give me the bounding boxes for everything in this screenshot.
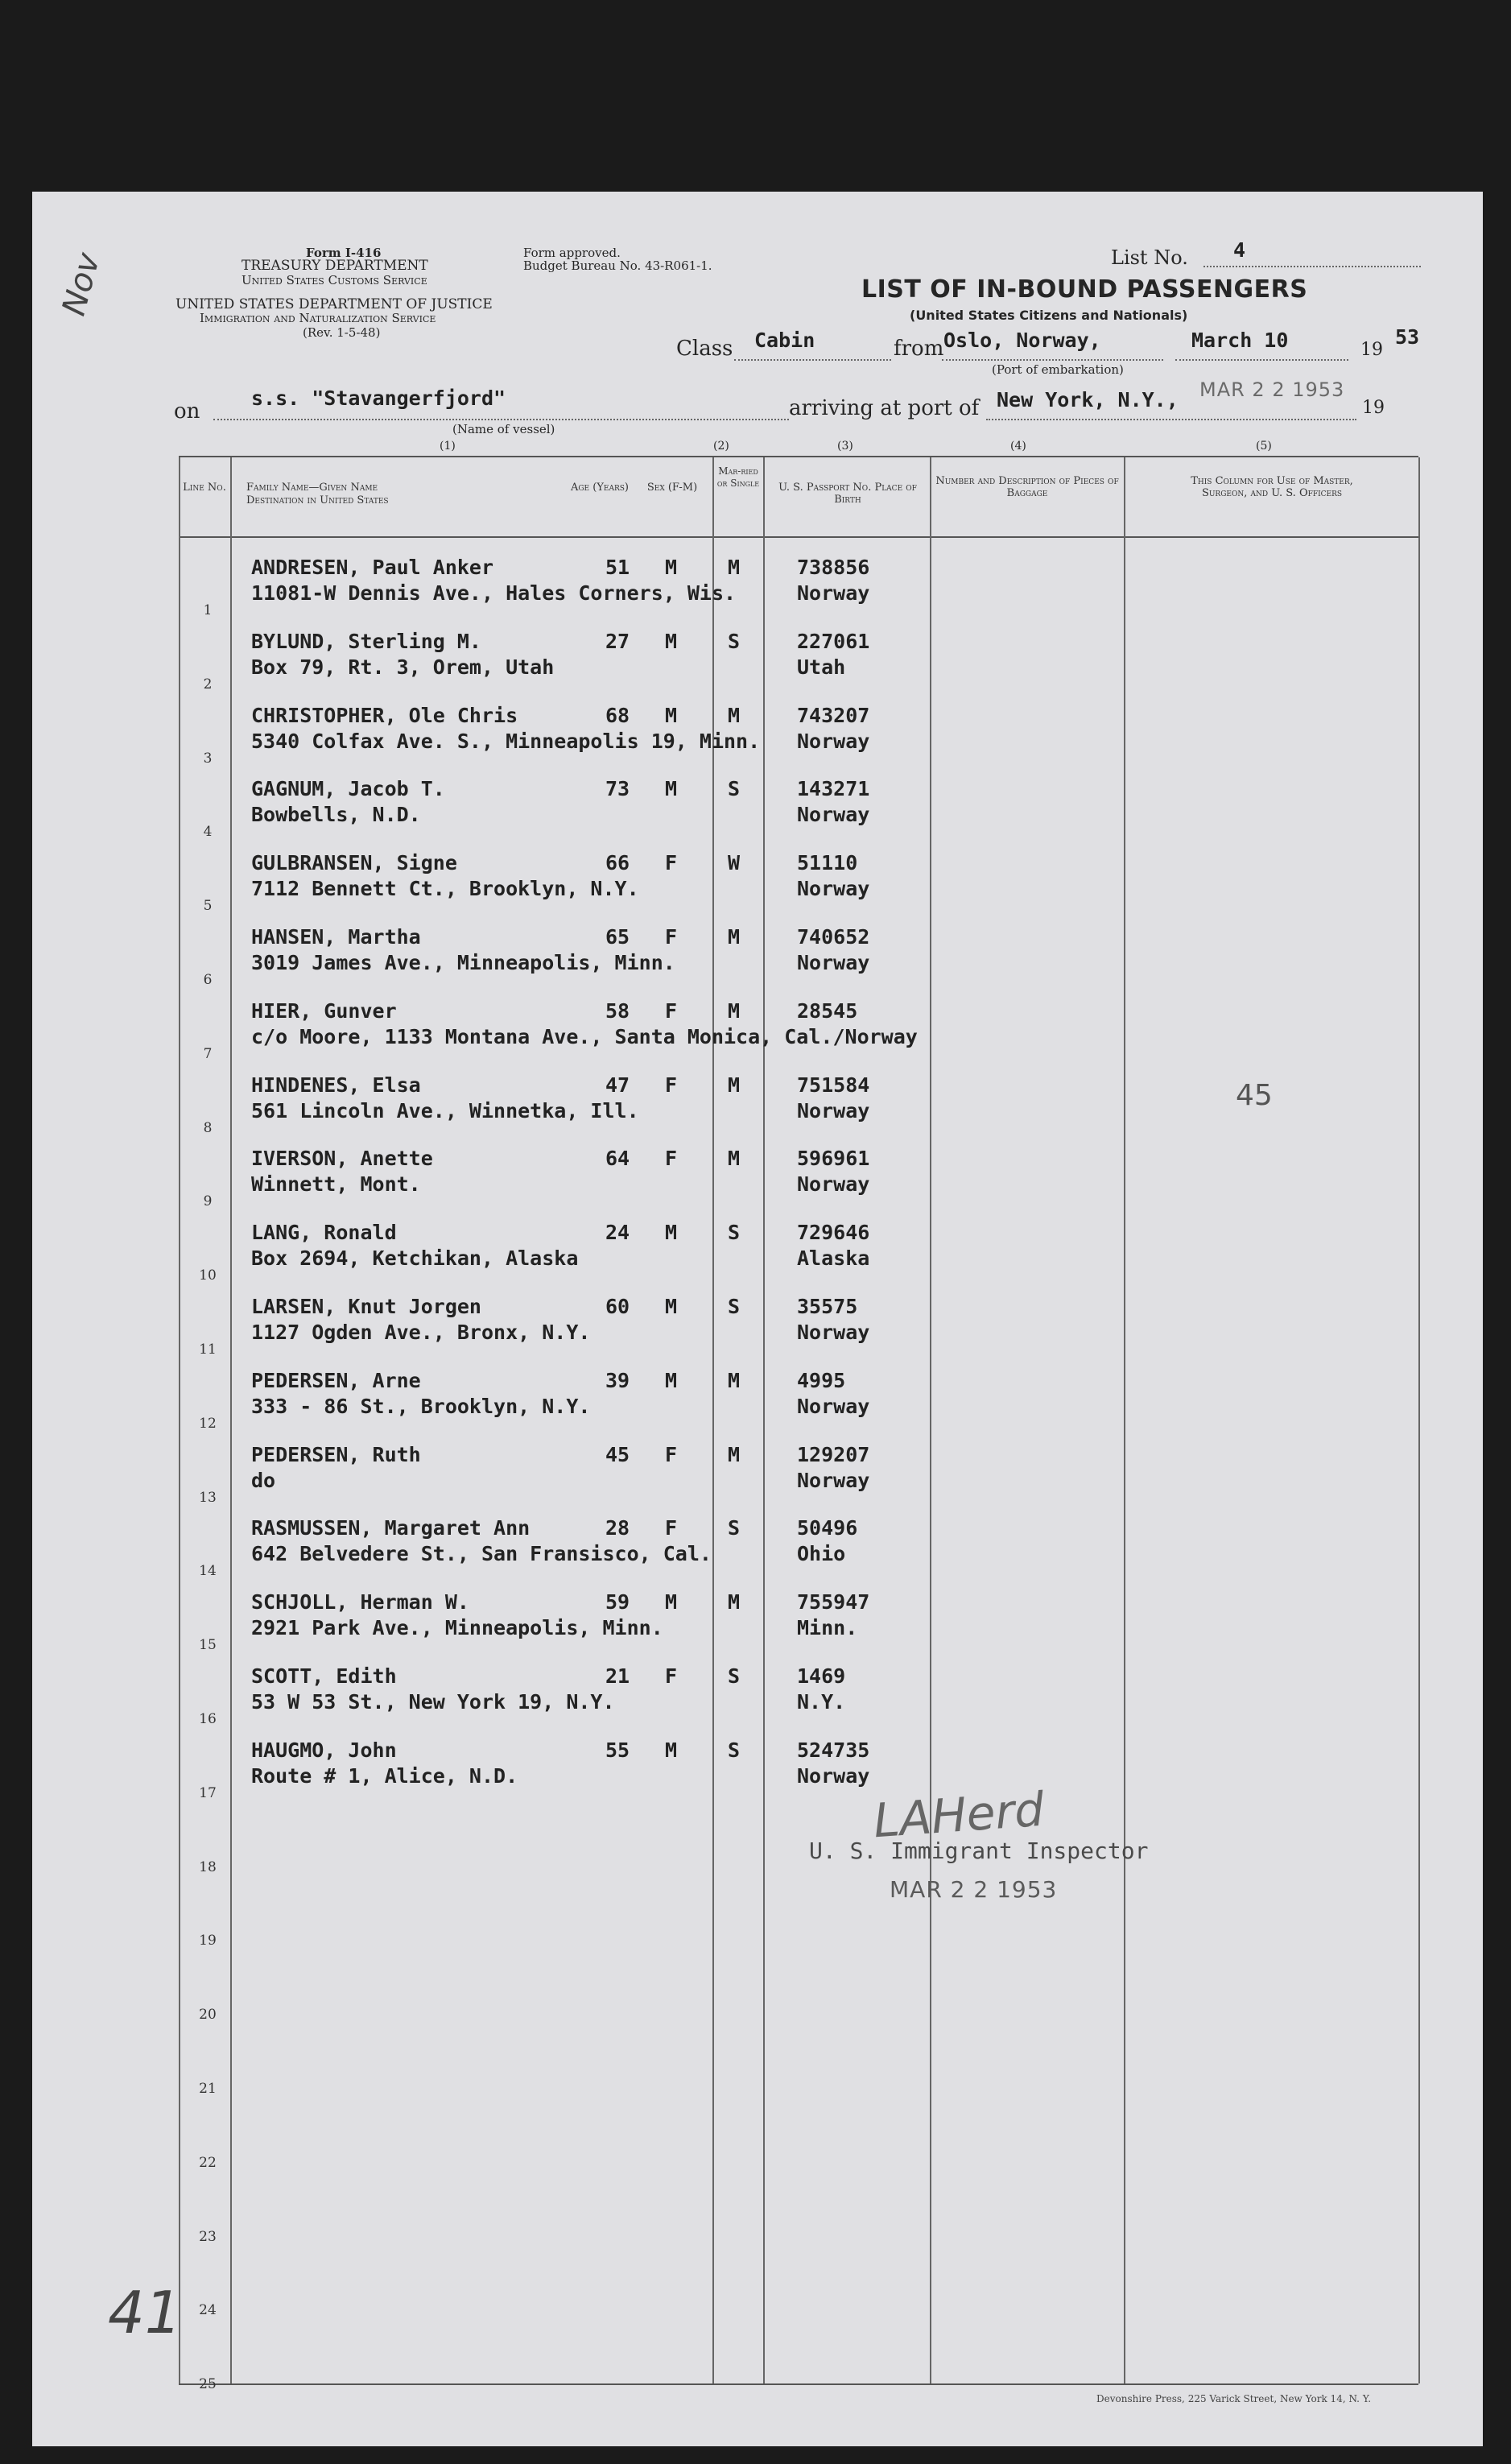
- col-header-age: Age (Years): [570, 482, 630, 494]
- passenger-destination: Bowbells, N.D.: [251, 803, 421, 827]
- passenger-destination: Route # 1, Alice, N.D.: [251, 1763, 518, 1788]
- passenger-destination: 561 Lincoln Ave., Winnetka, Ill.: [251, 1098, 639, 1122]
- from-line: [942, 359, 1163, 361]
- passenger-destination: Box 2694, Ketchikan, Alaska: [251, 1246, 579, 1271]
- passenger-name: IVERSON, Anette: [251, 1147, 433, 1171]
- passenger-marital-status: M: [728, 1442, 741, 1466]
- passport-number: 50496: [797, 1516, 858, 1540]
- arriving-label: arriving at port of: [789, 396, 980, 420]
- place-of-birth: Norway: [797, 951, 870, 974]
- passenger-destination: c/o Moore, 1133 Montana Ave., Santa Monica, Cal./Norway: [251, 1024, 918, 1048]
- place-of-birth: Norway: [797, 1098, 870, 1122]
- line-number: 12: [199, 1415, 217, 1432]
- passenger-sex: F: [665, 1664, 678, 1688]
- list-no-line: [1203, 266, 1421, 267]
- inspector-date-stamp: MAR 2 2 1953: [890, 1876, 1058, 1903]
- passenger-age: 59: [605, 1590, 630, 1614]
- line-number: 16: [199, 1711, 217, 1727]
- from-label: from: [894, 337, 944, 361]
- passenger-sex: F: [665, 851, 678, 875]
- passenger-name: SCOTT, Edith: [251, 1664, 397, 1688]
- passenger-marital-status: S: [728, 1516, 741, 1540]
- passenger-destination: 7112 Bennett Ct., Brooklyn, N.Y.: [251, 877, 639, 901]
- justice-dept: UNITED STATES DEPARTMENT OF JUSTICE: [175, 296, 493, 312]
- line-number: 9: [203, 1193, 213, 1210]
- passport-number: 227061: [797, 629, 870, 653]
- passenger-name: PEDERSEN, Ruth: [251, 1442, 421, 1466]
- place-of-birth: Norway: [797, 581, 870, 605]
- col-divider: [1418, 457, 1420, 2383]
- col-header-line: Line No.: [183, 482, 226, 494]
- passport-number: 596961: [797, 1147, 870, 1171]
- passenger-name: GAGNUM, Jacob T.: [251, 777, 445, 801]
- place-of-birth: Norway: [797, 803, 870, 827]
- line-number: 8: [203, 1119, 213, 1136]
- passenger-marital-status: M: [728, 1073, 741, 1097]
- passenger-sex: F: [665, 1147, 678, 1171]
- passenger-name: HINDENES, Elsa: [251, 1073, 421, 1097]
- col-header-destination: Destination in United States: [246, 494, 389, 506]
- passenger-age: 21: [605, 1664, 630, 1688]
- line-number: 5: [203, 898, 213, 915]
- passport-number: 143271: [797, 777, 870, 801]
- table-header-border: [179, 536, 1418, 538]
- port-value: New York, N.Y.,: [997, 388, 1179, 411]
- passenger-destination: 1127 Ogden Ave., Bronx, N.Y.: [251, 1321, 591, 1344]
- passenger-sex: M: [665, 777, 678, 801]
- inspector-signature: LAHerd: [871, 1781, 1047, 1849]
- passenger-sex: F: [665, 1073, 678, 1097]
- year-prefix-2: 19: [1362, 398, 1385, 418]
- passenger-destination: 53 W 53 St., New York 19, N.Y.: [251, 1690, 615, 1714]
- passenger-destination: 333 - 86 St., Brooklyn, N.Y.: [251, 1394, 591, 1418]
- list-no-label: List No.: [1111, 246, 1188, 269]
- line-number: 25: [199, 2376, 217, 2393]
- passenger-sex: F: [665, 925, 678, 949]
- place-of-birth: Norway: [797, 1468, 870, 1492]
- passenger-name: PEDERSEN, Arne: [251, 1368, 421, 1392]
- place-of-birth: Norway: [797, 1763, 870, 1788]
- passenger-age: 27: [605, 629, 630, 653]
- passenger-destination: 3019 James Ave., Minneapolis, Minn.: [251, 951, 675, 974]
- embark-caption: (Port of embarkation): [992, 362, 1124, 377]
- passenger-marital-status: S: [728, 1295, 741, 1318]
- passenger-age: 64: [605, 1147, 630, 1171]
- page-subtitle: (United States Citizens and Nationals): [910, 308, 1188, 323]
- col-header-name: Family Name—Given Name: [246, 482, 378, 494]
- passenger-age: 73: [605, 777, 630, 801]
- vessel-caption: (Name of vessel): [452, 422, 555, 436]
- passenger-age: 28: [605, 1516, 630, 1540]
- printer-imprint: Devonshire Press, 225 Varick Street, New York 14, N. Y.: [1096, 2393, 1372, 2404]
- place-of-birth: Norway: [797, 1394, 870, 1418]
- passenger-marital-status: M: [728, 556, 741, 579]
- col-header-officers: This Column for Use of Master, Surgeon, and U. S. Officers: [1191, 475, 1353, 499]
- col-num-2: (2): [713, 440, 729, 453]
- passenger-marital-status: M: [728, 703, 741, 727]
- passenger-name: SCHJOLL, Herman W.: [251, 1590, 469, 1614]
- passport-number: 743207: [797, 703, 870, 727]
- list-no-value: 4: [1233, 238, 1246, 262]
- line-number: 18: [199, 1858, 217, 1875]
- passenger-sex: M: [665, 1295, 678, 1318]
- col-divider: [230, 457, 232, 2383]
- budget-bureau: Budget Bureau No. 43-R061-1.: [523, 258, 712, 273]
- passenger-age: 65: [605, 925, 630, 949]
- col-header-sex: Sex (F-M): [646, 482, 698, 494]
- col-header-married: Mar-ried or Single: [716, 465, 760, 489]
- passenger-age: 60: [605, 1295, 630, 1318]
- customs-service: United States Customs Service: [242, 273, 427, 287]
- on-label: on: [174, 399, 200, 424]
- line-number: 17: [199, 1784, 217, 1801]
- passenger-name: HANSEN, Martha: [251, 925, 421, 949]
- line-number: 19: [199, 1933, 217, 1949]
- line-number: 24: [199, 2302, 217, 2319]
- col-divider: [763, 457, 765, 2383]
- passenger-name: ANDRESEN, Paul Anker: [251, 556, 494, 579]
- from-value: Oslo, Norway,: [943, 329, 1101, 352]
- line-number: 20: [199, 2007, 217, 2024]
- line-number: 23: [199, 2228, 217, 2245]
- margin-note-bottom: 41: [108, 2279, 182, 2346]
- line-number: 10: [199, 1267, 217, 1284]
- passport-number: 729646: [797, 1221, 870, 1245]
- passport-number: 1469: [797, 1664, 846, 1688]
- passport-number: 740652: [797, 925, 870, 949]
- table-bottom-border: [179, 2383, 1418, 2385]
- arrival-date-stamp: MAR 2 2 1953: [1199, 378, 1345, 401]
- line-number: 21: [199, 2081, 217, 2097]
- passenger-marital-status: M: [728, 925, 741, 949]
- passenger-marital-status: W: [728, 851, 741, 875]
- passenger-name: BYLUND, Sterling M.: [251, 629, 481, 653]
- passenger-marital-status: S: [728, 629, 741, 653]
- passenger-name: LANG, Ronald: [251, 1221, 397, 1245]
- passenger-age: 68: [605, 703, 630, 727]
- passenger-sex: M: [665, 1221, 678, 1245]
- line-number: 7: [203, 1045, 213, 1062]
- line-number: 15: [199, 1637, 217, 1654]
- passenger-name: RASMUSSEN, Margaret Ann: [251, 1516, 531, 1540]
- vessel-line: [213, 419, 789, 420]
- passenger-marital-status: M: [728, 1147, 741, 1171]
- col-header-passport: U. S. Passport No. Place of Birth: [778, 482, 917, 506]
- passenger-sex: M: [665, 1368, 678, 1392]
- col-header-baggage: Number and Description of Pieces of Baggage: [935, 475, 1119, 499]
- passenger-marital-status: M: [728, 1368, 741, 1392]
- line-number: 11: [199, 1342, 217, 1358]
- passport-number: 51110: [797, 851, 858, 875]
- year-value: 53: [1395, 325, 1420, 349]
- passenger-destination: 11081-W Dennis Ave., Hales Corners, Wis.: [251, 581, 737, 605]
- passenger-name: GULBRANSEN, Signe: [251, 851, 457, 875]
- line-number: 3: [203, 750, 213, 767]
- form-number: Form I-416: [306, 246, 382, 260]
- passenger-sex: M: [665, 703, 678, 727]
- year-prefix: 19: [1360, 340, 1383, 360]
- line-number: 2: [203, 676, 213, 692]
- place-of-birth: N.Y.: [797, 1690, 846, 1714]
- date-value: March 10: [1191, 329, 1289, 352]
- treasury-dept: TREASURY DEPARTMENT: [242, 258, 428, 274]
- place-of-birth: Norway: [797, 729, 870, 753]
- passenger-age: 58: [605, 998, 630, 1023]
- passport-number: 129207: [797, 1442, 870, 1466]
- passenger-age: 51: [605, 556, 630, 579]
- passenger-name: LARSEN, Knut Jorgen: [251, 1295, 481, 1318]
- col-divider: [930, 457, 931, 2383]
- passenger-destination: 642 Belvedere St., San Fransisco, Cal.: [251, 1542, 712, 1566]
- passenger-destination: Box 79, Rt. 3, Orem, Utah: [251, 655, 555, 679]
- place-of-birth: Norway: [797, 877, 870, 901]
- passenger-marital-status: S: [728, 1221, 741, 1245]
- passenger-name: CHRISTOPHER, Ole Chris: [251, 703, 518, 727]
- manifest-page: [32, 192, 1483, 2446]
- place-of-birth: Ohio: [797, 1542, 846, 1566]
- passenger-marital-status: S: [728, 1738, 741, 1762]
- passenger-destination: do: [251, 1468, 276, 1492]
- passport-number: 4995: [797, 1368, 846, 1392]
- place-of-birth: Alaska: [797, 1246, 870, 1271]
- col-num-4: (4): [1010, 440, 1026, 453]
- passport-number: 751584: [797, 1073, 870, 1097]
- officer-note: 45: [1236, 1079, 1273, 1112]
- ins-service: Immigration and Naturalization Service: [200, 311, 436, 325]
- revision: (Rev. 1-5-48): [303, 325, 381, 340]
- line-number: 6: [203, 972, 213, 988]
- passenger-age: 66: [605, 851, 630, 875]
- place-of-birth: Norway: [797, 1172, 870, 1197]
- passenger-name: HIER, Gunver: [251, 998, 397, 1023]
- passenger-sex: M: [665, 1738, 678, 1762]
- margin-note-top: Nov: [55, 249, 108, 320]
- place-of-birth: Utah: [797, 655, 846, 679]
- passenger-destination: Winnett, Mont.: [251, 1172, 421, 1197]
- passenger-marital-status: S: [728, 1664, 741, 1688]
- line-number: 1: [203, 602, 213, 618]
- line-number: 22: [199, 2154, 217, 2171]
- passport-number: 738856: [797, 556, 870, 579]
- date-line: [1175, 359, 1348, 361]
- line-number: 4: [203, 824, 213, 841]
- col-divider: [1124, 457, 1125, 2383]
- passenger-marital-status: S: [728, 777, 741, 801]
- col-num-1: (1): [440, 440, 456, 453]
- passport-number: 28545: [797, 998, 858, 1023]
- passport-number: 755947: [797, 1590, 870, 1614]
- passenger-name: HAUGMO, John: [251, 1738, 397, 1762]
- col-divider: [179, 457, 180, 2383]
- passenger-sex: M: [665, 629, 678, 653]
- page-title: LIST OF IN-BOUND PASSENGERS: [861, 275, 1308, 304]
- passport-number: 35575: [797, 1295, 858, 1318]
- place-of-birth: Minn.: [797, 1616, 858, 1640]
- passenger-marital-status: M: [728, 998, 741, 1023]
- passenger-age: 24: [605, 1221, 630, 1245]
- line-number: 14: [199, 1563, 217, 1580]
- passenger-sex: F: [665, 1516, 678, 1540]
- vessel-value: s.s. "Stavangerfjord": [251, 387, 506, 410]
- class-line: [734, 359, 891, 361]
- inspector-title: U. S. Immigrant Inspector: [809, 1838, 1149, 1864]
- passenger-destination: 5340 Colfax Ave. S., Minneapolis 19, Minn.: [251, 729, 761, 753]
- passenger-sex: F: [665, 1442, 678, 1466]
- passenger-destination: 2921 Park Ave., Minneapolis, Minn.: [251, 1616, 663, 1640]
- col-num-3: (3): [837, 440, 853, 453]
- form-approved: Form approved.: [523, 246, 621, 260]
- passport-number: 524735: [797, 1738, 870, 1762]
- class-value: Cabin: [754, 329, 815, 352]
- place-of-birth: Norway: [797, 1321, 870, 1344]
- port-line: [986, 419, 1356, 420]
- class-label: Class: [676, 337, 733, 361]
- passenger-age: 45: [605, 1442, 630, 1466]
- passenger-sex: M: [665, 556, 678, 579]
- col-num-5: (5): [1256, 440, 1272, 453]
- table-top-border: [179, 456, 1418, 457]
- passenger-age: 55: [605, 1738, 630, 1762]
- passenger-sex: M: [665, 1590, 678, 1614]
- passenger-age: 39: [605, 1368, 630, 1392]
- passenger-marital-status: M: [728, 1590, 741, 1614]
- passenger-sex: F: [665, 998, 678, 1023]
- passenger-age: 47: [605, 1073, 630, 1097]
- line-number: 13: [199, 1489, 217, 1506]
